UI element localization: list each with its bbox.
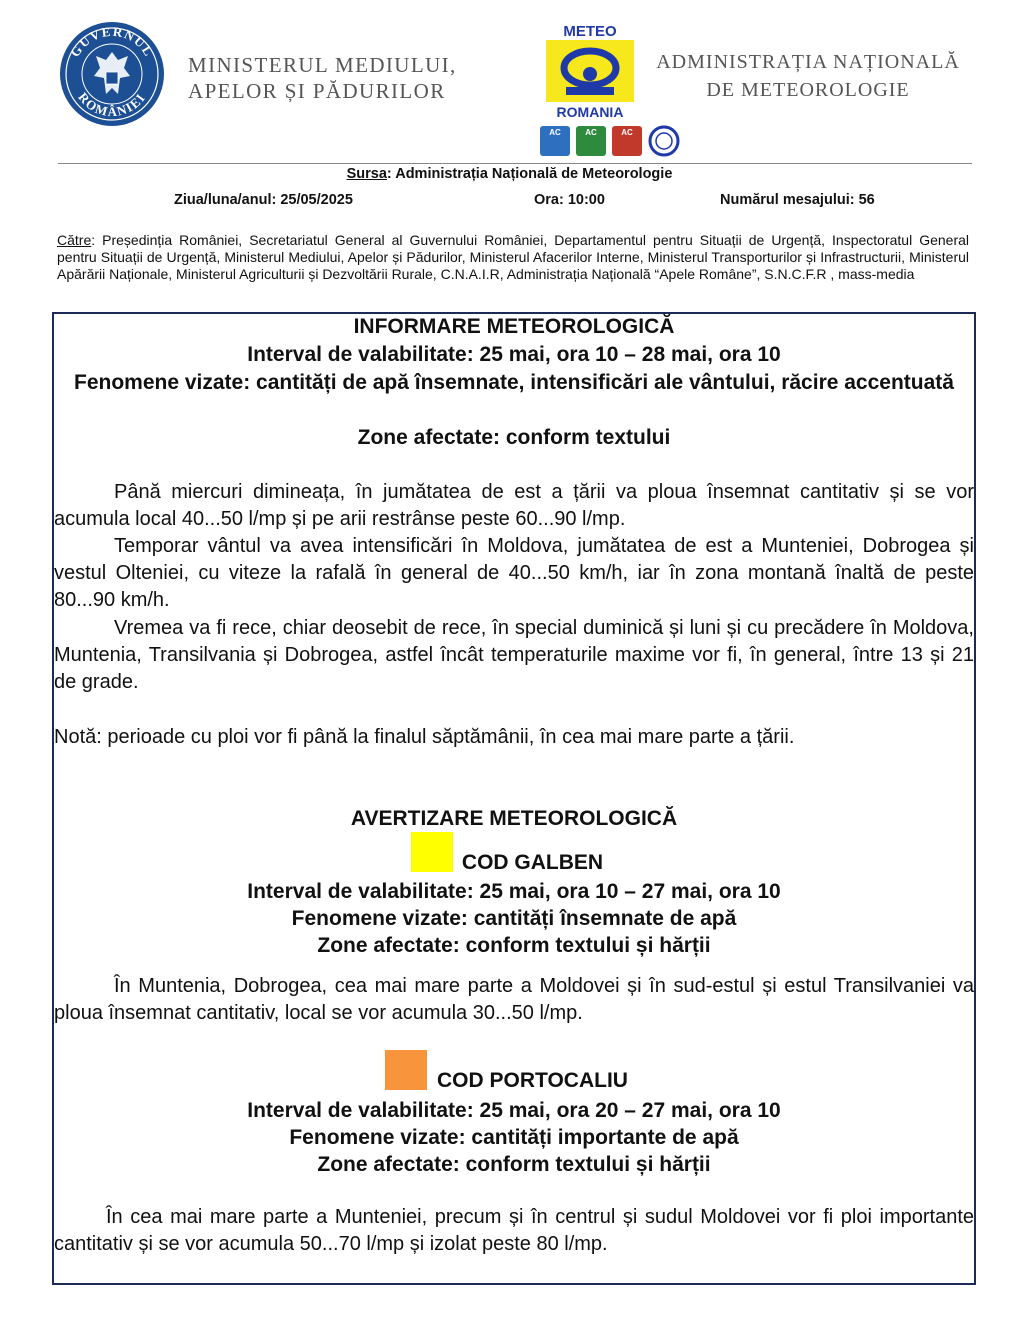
certification-badge-icon: AC — [612, 126, 642, 156]
issue-date: Ziua/luna/anul: 25/05/2025 — [174, 192, 353, 208]
certification-badge-icon: AC — [576, 126, 606, 156]
ministry-line-2: APELOR ȘI PĂDURILOR — [188, 79, 446, 103]
yellow-text: În Muntenia, Dobrogea, cea mai mare parte a Moldovei și în sud-estul și estul Transilvaniei va ploua însemnat cantitativ, local se vor acumula 30...50 l/mp. — [54, 975, 974, 1024]
issue-time: Ora: 10:00 — [534, 192, 605, 208]
meteo-logo-bottom-text: ROMANIA — [556, 104, 624, 120]
agency-name — [648, 48, 968, 104]
yellow-phenomena: Fenomene vizate: cantități însemnate de apă — [291, 907, 737, 930]
ministry-name — [188, 52, 518, 104]
informare-phenomena: Fenomene vizate: cantități de apă însemnate, intensificări ale vântului, răcire accentuată — [74, 371, 954, 394]
informare-interval: Interval de valabilitate: 25 mai, ora 10 – 28 mai, ora 10 — [247, 343, 781, 366]
informare-title: INFORMARE METEOROLOGICĂ — [353, 315, 675, 338]
yellow-zones: Zone afectate: conform textului și hărții — [317, 934, 711, 957]
orange-code-label: COD PORTOCALIU — [437, 1069, 628, 1092]
recipients-list: : Președinția României, Secretariatul General al Guvernului României, Departamentul pentru Situații de Urgență, Inspectoratul General pentru Situații de Urgență, Ministerul Mediului, Apelor și Pădurilor, Ministerul Afacerilor Interne, Ministerul Transporturilor și Infrastructurii, Ministerul Apărării Naționale, Ministerul Agriculturii și Dezvoltării Rurale, C.N.A.I.R, Administrația Națională “Apele Române”, S.N.C.F.R , mass-media — [57, 232, 969, 282]
header-divider — [58, 163, 972, 164]
certification-badges — [540, 125, 680, 157]
source-line — [0, 166, 1019, 182]
yellow-code-label: COD GALBEN — [461, 851, 604, 874]
yellow-interval: Interval de valabilitate: 25 mai, ora 10 – 27 mai, ora 10 — [247, 880, 781, 903]
agency-line-1: ADMINISTRAȚIA NAȚIONALĂ — [656, 51, 960, 73]
recipients-label: Către — [57, 232, 92, 248]
orange-interval: Interval de valabilitate: 25 mai, ora 20 – 27 mai, ora 10 — [247, 1099, 781, 1122]
meteo-romania-logo-icon — [540, 20, 640, 120]
avertizare-title: AVERTIZARE METEOROLOGICĂ — [350, 807, 678, 830]
orange-text: În cea mai mare parte a Munteniei, precum și în centrul și sudul Moldovei vor fi ploi importante cantitativ și se vor acumula 50...70 l/mp și izolat peste 80 l/mp. — [54, 1206, 974, 1255]
informare-zones: Zone afectate: conform textului — [357, 426, 671, 449]
recipients — [57, 232, 969, 283]
certification-badge-icon: AC — [540, 126, 570, 156]
government-emblem-icon — [58, 20, 166, 128]
orange-phenomena: Fenomene vizate: cantități importante de apă — [289, 1126, 739, 1149]
emblem-text-top: GUVERNUL — [67, 23, 157, 60]
message-number: Numărul mesajului: 56 — [720, 192, 875, 208]
informare-paragraph: Temporar vântul va avea intensificări în Moldova, jumătatea de est a Munteniei, Dobrogea și vestul Olteniei, cu viteze la rafală în general de 40...50 km/h, iar în zona montană înaltă de peste 80...90 km/h. — [54, 535, 974, 611]
informare-paragraph: Până miercuri dimineața, în jumătatea de est a țării va ploua însemnat cantitativ și se vor acumula local 40...50 l/mp și pe arii restrânse peste 60...90 l/mp. — [54, 481, 974, 530]
source-value: : Administrația Națională de Meteorologie — [386, 166, 673, 182]
orange-zones: Zone afectate: conform textului și hărții — [317, 1153, 711, 1176]
informare-note: Notă: perioade cu ploi vor fi până la finalul săptămânii, în cea mai mare parte a țării. — [54, 726, 795, 748]
emblem-text-bottom: ROMÂNIEI — [75, 89, 149, 120]
informare-paragraph: Vremea va fi rece, chiar deosebit de rece, în special duminică și luni și cu precădere în Moldova, Muntenia, Transilvania și Dobrogea, astfel încât temperaturile maxime vor fi, în general, între 13 și 21 de grade. — [54, 617, 974, 693]
meteo-logo-top-text: METEO — [563, 23, 617, 40]
agency-line-2: DE METEOROLOGIE — [706, 79, 910, 101]
ministry-line-1: MINISTERUL MEDIULUI, — [188, 53, 457, 77]
source-label: Sursa — [346, 166, 387, 182]
certification-seal-icon — [648, 125, 680, 157]
